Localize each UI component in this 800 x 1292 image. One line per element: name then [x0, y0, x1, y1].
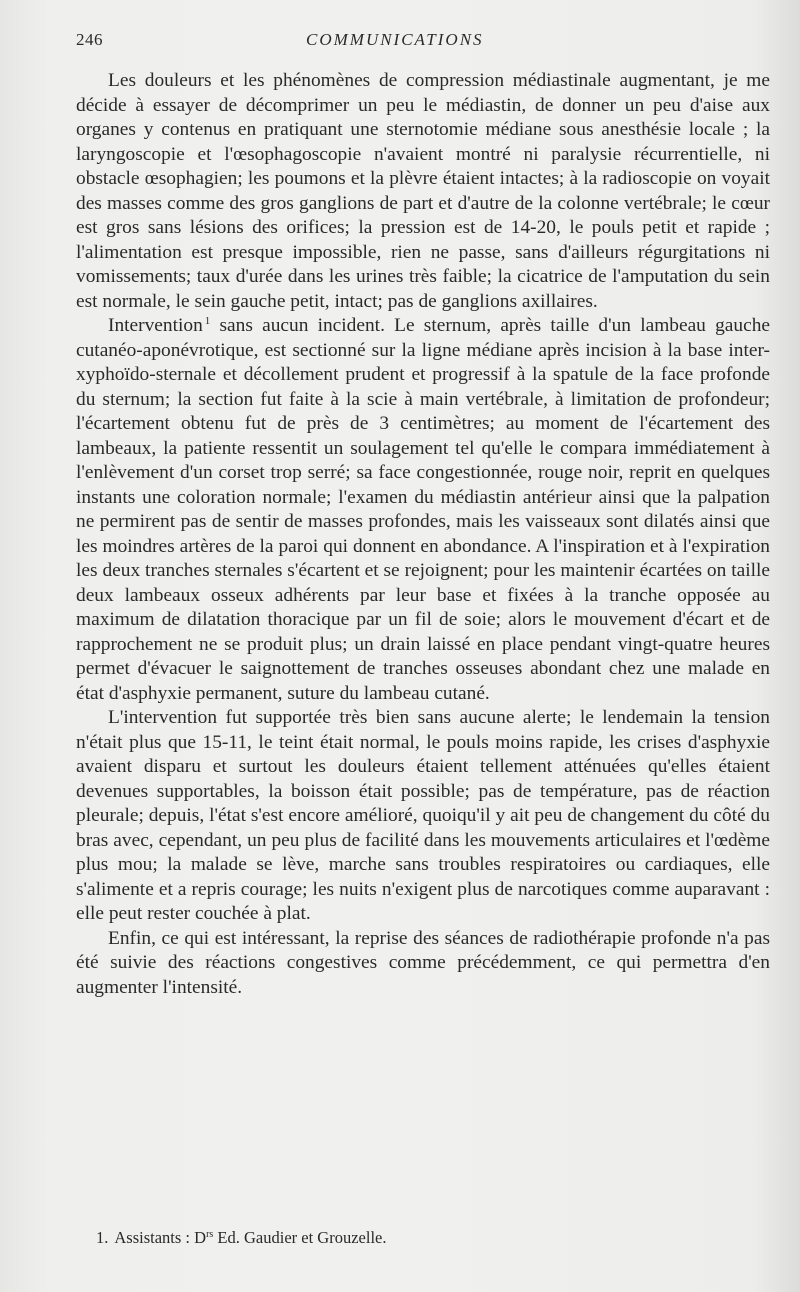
running-header — [76, 30, 776, 54]
paragraph-4: Enfin, ce qui est intéressant, la reprise des séances de radiothérapie profonde n'a pas été suivie des réactions congestives comme précédemment, ce qui permettra d'en augmenter l'intensité. — [76, 927, 770, 998]
paragraph-2-text: sans aucun incident. Le sternum, après taille d'un lambeau gauche cutanéo-aponévrotique, est sectionné sur la ligne médiane après incision à la base inter-xyphoïdo-sternale et décollement prudent et progressif à la spatule de la face profonde du sternum; la section fut faite à la scie à main vertébrale, à limitation de profondeur; l'écartement obtenu fut de près de 3 centimètres; au moment de l'écartement des lambeaux, la patiente ressentit un soulagement tel qu'elle le compara immédiatement à l'enlèvement d'un corset trop serré; sa face congestionnée, rouge noir, reprit en quelques instants une coloration normale; l'examen du médiastin antérieur ainsi que la palpation ne permirent pas de sentir de masses profondes, mais les vaisseaux sont dilatés ainsi que les moindres artères de la paroi qui donnent en abondance. A l'inspiration et à l'expiration les deux tranches sternales s'écartent et se rejoignent; pour les maintenir écartées on taille deux lambeaux osseux adhérents par leur base et fixées à la tranche opposée au maximum de dilatation thoracique par un fil de soie; alors le mouvement d'écart et de rapprochement ne se produit plus; un drain laissé en place pendant vingt-quatre heures permet d'évacuer le saignottement de tranches osseuses abondant chez une malade en état d'asphyxie permanent, suture du lambeau cutané. — [76, 315, 770, 704]
paragraph-2-lead: Intervention — [108, 315, 203, 336]
running-title: COMMUNICATIONS — [306, 30, 484, 49]
paragraph-1: Les douleurs et les phénomènes de compression médiastinale augmentant, je me décide à essayer de décomprimer un peu le médiastin, de donner un peu d'aise aux organes y contenus en pratiquant une sternotomie médiane sous anesthésie locale ; la laryngoscopie et l'œsophagoscopie n'avaient montré ni paralysie récurrentielle, ni obstacle œsophagien; les poumons et la plèvre étaient intactes; à la radioscopie on voyait des masses comme des gros ganglions de part et d'autre de la colonne vertébrale; le cœur est gros sans lésions des orifices; la pression est de 14-20, le pouls petit et rapide ; l'alimentation est presque impossible, rien ne passe, sans d'ailleurs régurgitations ni vomissements; taux d'urée dans les urines très faible; la cicatrice de l'amputation du sein est normale, le sein gauche petit, intact; pas de ganglions axillaires. — [76, 70, 770, 312]
page-number: 246 — [76, 30, 103, 49]
paragraph-2 — [76, 314, 770, 706]
footnote-reference: 1 — [204, 315, 211, 327]
footnote — [96, 1227, 756, 1249]
footnote-superscript: rs — [206, 1229, 214, 1240]
footnote-number: 1. — [96, 1228, 109, 1247]
body-text — [76, 69, 770, 1000]
footnote-text-after: Ed. Gaudier et Grouzelle. — [213, 1228, 387, 1247]
footnote-text-before: Assistants : D — [114, 1228, 207, 1247]
paragraph-3: L'intervention fut supportée très bien sans aucune alerte; le lendemain la tension n'était plus que 15-11, le teint était normal, le pouls moins rapide, les crises d'asphyxie avaient disparu et surtout les douleurs étaient tellement atténuées qu'elles étaient devenues supportables, la boisson était possible; pas de température, pas de réaction pleurale; depuis, l'état s'est encore amélioré, quoiqu'il y ait peu de changement du côté du bras avec, cependant, un peu plus de facilité dans les mouvements articulaires et l'œdème plus mou; la malade se lève, marche sans troubles respiratoires ou cardiaques, elle s'alimente et a repris courage; les nuits n'exigent plus de narcotiques comme auparavant : elle peut rester couchée à plat. — [76, 707, 770, 924]
